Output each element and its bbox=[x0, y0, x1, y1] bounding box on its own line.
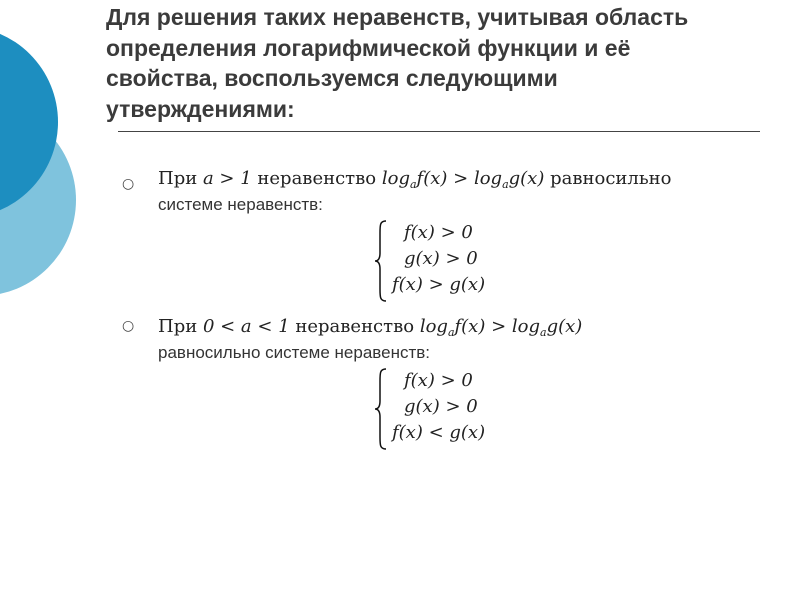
statement-continuation: системе неравенств: bbox=[158, 195, 323, 214]
left-brace-icon bbox=[374, 367, 388, 451]
slide-title: Для решения таких неравенств, учитывая область определения логарифмической функции и её свойства, воспользуемся следующими утверждениями: bbox=[106, 4, 689, 122]
mid-text: неравенство bbox=[295, 316, 415, 337]
circle-bullet-icon: ○ bbox=[122, 176, 135, 192]
system-row: f(x) > g(x) bbox=[392, 274, 486, 295]
condition-formula: a > 1 bbox=[202, 168, 252, 189]
system-row: g(x) > 0 bbox=[404, 396, 478, 417]
prefix-text: При bbox=[158, 168, 198, 189]
system-row: f(x) < g(x) bbox=[392, 422, 486, 443]
condition-formula: 0 < a < 1 bbox=[202, 316, 290, 337]
system-row: g(x) > 0 bbox=[404, 248, 478, 269]
inequality-system bbox=[374, 367, 514, 451]
mid-text: неравенство bbox=[257, 168, 377, 189]
suffix-text: равносильно bbox=[550, 168, 672, 189]
title-divider bbox=[118, 131, 760, 132]
inequality-formula: $\log_af(x) > \log_ag(x)$ bbox=[419, 316, 583, 339]
statement-continuation: равносильно системе неравенств: bbox=[158, 343, 431, 362]
prefix-text: При bbox=[158, 316, 198, 337]
system-row: f(x) > 0 bbox=[404, 222, 473, 243]
decorative-circles bbox=[0, 0, 110, 330]
left-brace-icon bbox=[374, 219, 388, 303]
inequality-formula: $\log_af(x) > \log_ag(x)$ bbox=[381, 168, 545, 191]
inequality-system bbox=[374, 219, 514, 303]
system-row: f(x) > 0 bbox=[404, 370, 473, 391]
circle-bullet-icon: ○ bbox=[122, 318, 135, 334]
